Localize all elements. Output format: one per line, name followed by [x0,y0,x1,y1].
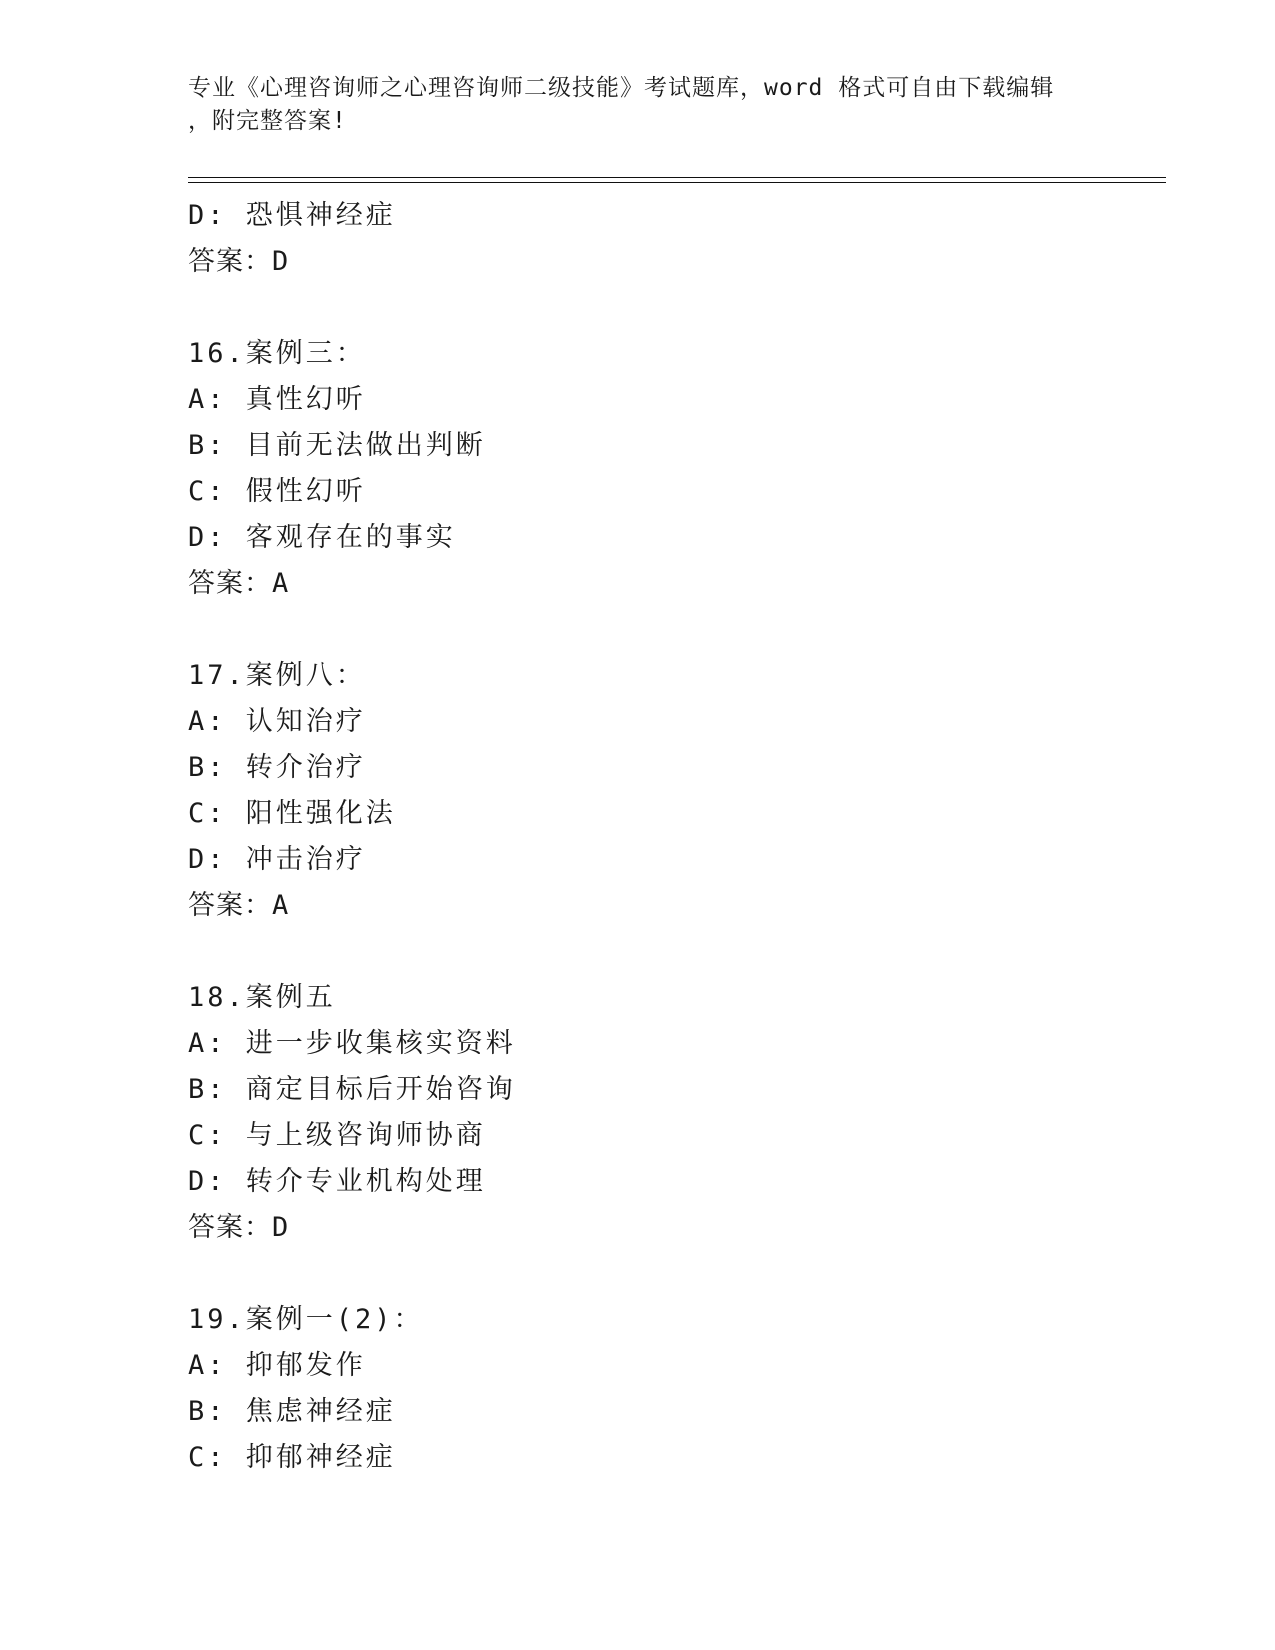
answer-label: 答案： [188,890,272,921]
continued-question [188,193,1148,285]
question-text: 案例八： [245,660,366,691]
question-text: 案例一(2)： [245,1304,424,1335]
option-text: 目前无法做出判断 [245,430,486,461]
option-d [188,1159,1148,1205]
answer-line [188,561,1148,607]
option-d [188,193,1148,239]
answer-value: D [272,1212,290,1243]
option-text: 认知治疗 [245,706,366,737]
option-text: 冲击治疗 [245,844,366,875]
answer-line [188,1205,1148,1251]
question-title [188,1297,1148,1343]
option-c [188,791,1148,837]
option-text: 与上级咨询师协商 [245,1120,486,1151]
option-text: 抑郁神经症 [245,1442,396,1473]
option-c [188,1435,1148,1481]
option-label: B: [188,1074,246,1105]
option-label: D: [188,200,246,231]
question-17 [188,653,1148,929]
answer-label: 答案： [188,246,272,277]
option-text: 商定目标后开始咨询 [245,1074,516,1105]
question-number: 19. [188,1304,246,1335]
option-text: 阳性强化法 [245,798,396,829]
option-text: 转介专业机构处理 [245,1166,486,1197]
question-number: 16. [188,338,246,369]
option-b [188,423,1148,469]
option-text: 焦虑神经症 [245,1396,396,1427]
option-label: B: [188,752,246,783]
question-19 [188,1297,1148,1481]
option-a [188,1343,1148,1389]
answer-label: 答案： [188,568,272,599]
option-a [188,699,1148,745]
question-16 [188,331,1148,607]
question-title [188,975,1148,1021]
question-number: 18. [188,982,246,1013]
answer-line [188,883,1148,929]
option-a [188,377,1148,423]
question-title [188,653,1148,699]
answer-line [188,239,1148,285]
spacer [188,1251,1148,1297]
option-label: A: [188,706,246,737]
option-label: C: [188,1120,246,1151]
question-text: 案例五 [245,982,336,1013]
header-line-1: 专业《心理咨询师之心理咨询师二级技能》考试题库，word 格式可自由下载编辑 [188,75,1055,101]
answer-value: D [272,246,290,277]
answer-label: 答案： [188,1212,272,1243]
option-b [188,745,1148,791]
question-text: 案例三： [245,338,366,369]
option-label: C: [188,476,246,507]
spacer [188,929,1148,975]
option-c [188,1113,1148,1159]
option-label: A: [188,1350,246,1381]
option-label: C: [188,1442,246,1473]
option-b [188,1067,1148,1113]
option-text: 转介治疗 [245,752,366,783]
spacer [188,285,1148,331]
option-label: D: [188,1166,246,1197]
option-label: B: [188,1396,246,1427]
option-text: 客观存在的事实 [245,522,456,553]
question-18 [188,975,1148,1251]
header-divider-bottom [188,182,1166,183]
spacer [188,607,1148,653]
header-line-2: ，附完整答案! [188,108,347,134]
option-label: B: [188,430,246,461]
option-d [188,515,1148,561]
option-label: D: [188,844,246,875]
answer-value: A [272,568,290,599]
option-text: 抑郁发作 [245,1350,366,1381]
option-label: D: [188,522,246,553]
option-c [188,469,1148,515]
option-text: 恐惧神经症 [245,200,396,231]
header-divider-top [188,177,1166,178]
option-label: A: [188,1028,246,1059]
option-d [188,837,1148,883]
option-label: A: [188,384,246,415]
document-header [188,72,1088,138]
option-text: 真性幻听 [245,384,366,415]
question-title [188,331,1148,377]
option-text: 进一步收集核实资料 [245,1028,516,1059]
question-number: 17. [188,660,246,691]
answer-value: A [272,890,290,921]
option-text: 假性幻听 [245,476,366,507]
option-label: C: [188,798,246,829]
option-b [188,1389,1148,1435]
question-list [188,193,1148,1481]
option-a [188,1021,1148,1067]
